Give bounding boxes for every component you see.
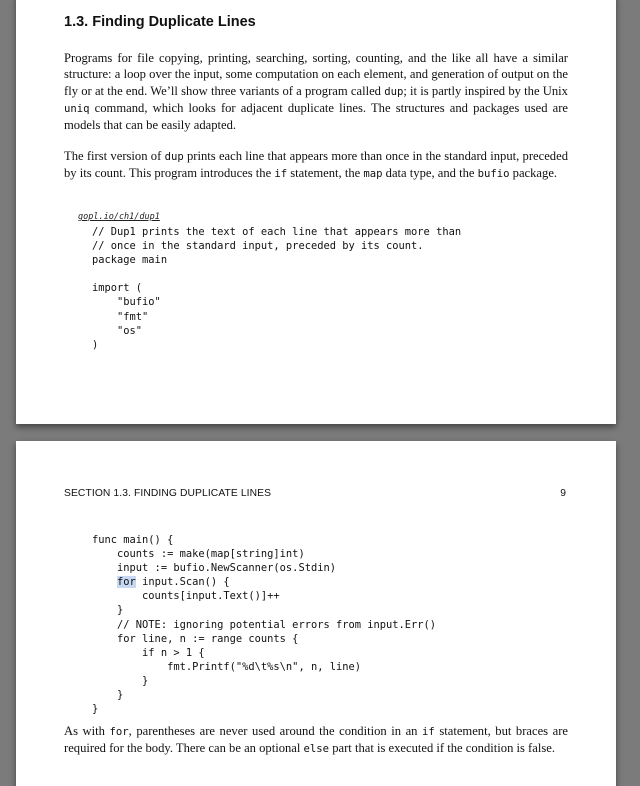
inline-code-if: if bbox=[422, 726, 435, 738]
book-page-bottom bbox=[16, 441, 616, 786]
inline-code-map: map bbox=[363, 168, 383, 181]
inline-code-uniq: uniq bbox=[64, 102, 90, 115]
desc-text-5: package. bbox=[509, 166, 558, 181]
if-statement-paragraph bbox=[64, 723, 568, 758]
selected-for-keyword: for bbox=[117, 576, 136, 589]
inline-code-dup: dup bbox=[384, 85, 404, 98]
inline-code-bufio: bufio bbox=[477, 168, 510, 181]
intro-text-3: command, which looks for adjacent duplicate lines. The structures and packages used are models that can be easily adapted. bbox=[64, 100, 568, 133]
intro-text-1: Programs for file copying, printing, searching, sorting, counting, and the like all have a similar structure: a loop over the input, some computation on each element, and generation of output on the fly or at the end. We’ll show three variants of a program called bbox=[64, 51, 568, 98]
desc-text-3: statement, the bbox=[287, 166, 364, 181]
code-segment-after: input.Scan() { counts[input.Text()]++ } // NOTE: ignoring potential errors from input.Err() for line, n := range counts { if n > 1 { fmt.Printf("%d\t%s\n", n, line) } } } bbox=[92, 576, 437, 716]
page-number: 9 bbox=[560, 488, 566, 499]
inline-code-for: for bbox=[109, 726, 129, 738]
code-listing-part2 bbox=[92, 533, 436, 716]
intro-text-2: ; it is partly inspired by the Unix bbox=[403, 83, 568, 98]
if-text-4: part that is executed if the condition is false. bbox=[329, 741, 555, 756]
dup1-description-paragraph bbox=[64, 148, 568, 183]
desc-text-4: data type, and the bbox=[382, 166, 478, 181]
inline-code-else: else bbox=[303, 743, 330, 756]
section-heading: 1.3. Finding Duplicate Lines bbox=[64, 14, 256, 30]
inline-code-if: if bbox=[274, 168, 288, 181]
desc-text-1: The first version of bbox=[64, 149, 165, 163]
book-page-top bbox=[16, 0, 616, 424]
intro-paragraph bbox=[64, 50, 568, 133]
inline-code-dup: dup bbox=[164, 151, 184, 163]
code-segment-before: func main() { counts := make(map[string]int) input := bufio.NewScanner(os.Stdin) bbox=[92, 534, 336, 575]
if-text-2: , parentheses are never used around the condition in an bbox=[128, 724, 423, 738]
desc-text-2: prints each line that appears more than once in the standard input, preceded by its count. This program introduces the bbox=[64, 149, 568, 181]
code-source-link[interactable]: gopl.io/ch1/dup1 bbox=[78, 212, 160, 222]
if-text-1: As with bbox=[64, 724, 110, 738]
if-text-3: statement, but braces are required for the body. There can be an optional bbox=[64, 724, 568, 756]
code-listing-part1: // Dup1 prints the text of each line that appears more than // once in the standard input, preceded by its count. package main import ( "bufio" "fmt" "os" ) bbox=[92, 226, 462, 351]
running-head: SECTION 1.3. FINDING DUPLICATE LINES bbox=[64, 488, 272, 499]
